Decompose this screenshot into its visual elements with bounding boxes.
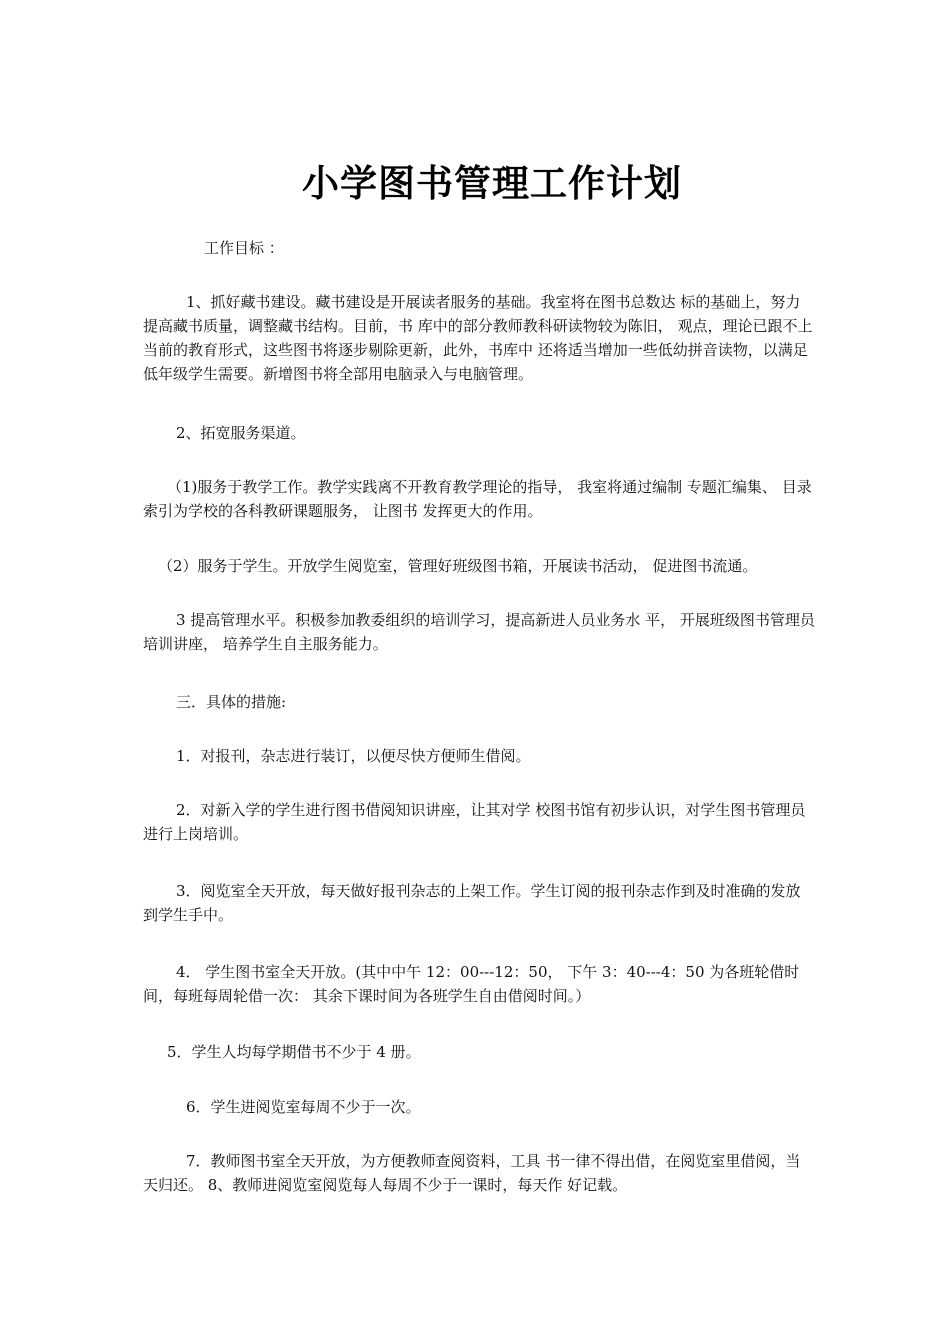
paragraph-collection-building: 1、抓好藏书建设。藏书建设是开展读者服务的基础。我室将在图书总数达 标的基础上，努力提高藏书质量，调整藏书结构。目前，书 库中的部分教师教科研读物较为陈旧， 观点，理论已跟不上 当前的教育形式，这些图书将逐步剔除更新，此外，书库中 还将适当增加一些低幼拼音读物，以满足低年级学生需要。新增图书将全部用电脑录入与电脑管理。 [143,293,813,383]
paragraph-work-goal: 工作目标 ： [204,239,284,257]
paragraph-measure-2: 2．对新入学的学生进行图书借阅知识讲座，让其对学 校图书馆有初步认识，对学生图书管理员进行上岗培训。 [143,801,806,843]
paragraph-measures-heading: 三．具体的措施: [176,693,287,711]
paragraph-expand-service: 2、拓宽服务渠道。 [176,424,306,442]
paragraph-improve-management: 3 提高管理水平。积极参加教委组织的培训学习，提高新进人员业务水 平， 开展班级图书管理员培训讲座， 培养学生自主服务能力。 [143,611,815,653]
paragraph-measure-3: 3．阅览室全天开放，每天做好报刊杂志的上架工作。学生订阅的报刊杂志作到及时准确的发放到学生手中。 [143,882,801,924]
paragraph-measure-1: 1．对报刊，杂志进行装订，以便尽快方便师生借阅。 [176,747,531,765]
paragraph-measure-4: 4． 学生图书室全天开放。(其中中午 12：00---12：50， 下午 3：40---4：50 为各班轮借时间，每班每周轮借一次： 其余下课时间为各班学生自由借阅时间。） [143,963,800,1005]
document-title: 小学图书管理工作计划 [302,161,682,205]
paragraph-serve-students: （2）服务于学生。开放学生阅览室，管理好班级图书箱，开展读书活动， 促进图书流通。 [158,557,758,575]
paragraph-serve-teaching: （1)服务于教学工作。教学实践离不开教育教学理论的指导， 我室将通过编制 专题汇编集、 目录索引为学校的各科教研课题服务， 让图书 发挥更大的作用。 [143,478,812,520]
paragraph-measure-6: 6．学生进阅览室每周不少于一次。 [186,1098,421,1116]
paragraph-measure-5: 5．学生人均每学期借书不少于 4 册。 [167,1043,421,1061]
paragraph-measure-7: 7．教师图书室全天开放，为方便教师查阅资料，工具 书一律不得出借，在阅览室里借阅，当天归还。 8、教师进阅览室阅览每人每周不少于一课时，每天作 好记载。 [143,1152,801,1194]
